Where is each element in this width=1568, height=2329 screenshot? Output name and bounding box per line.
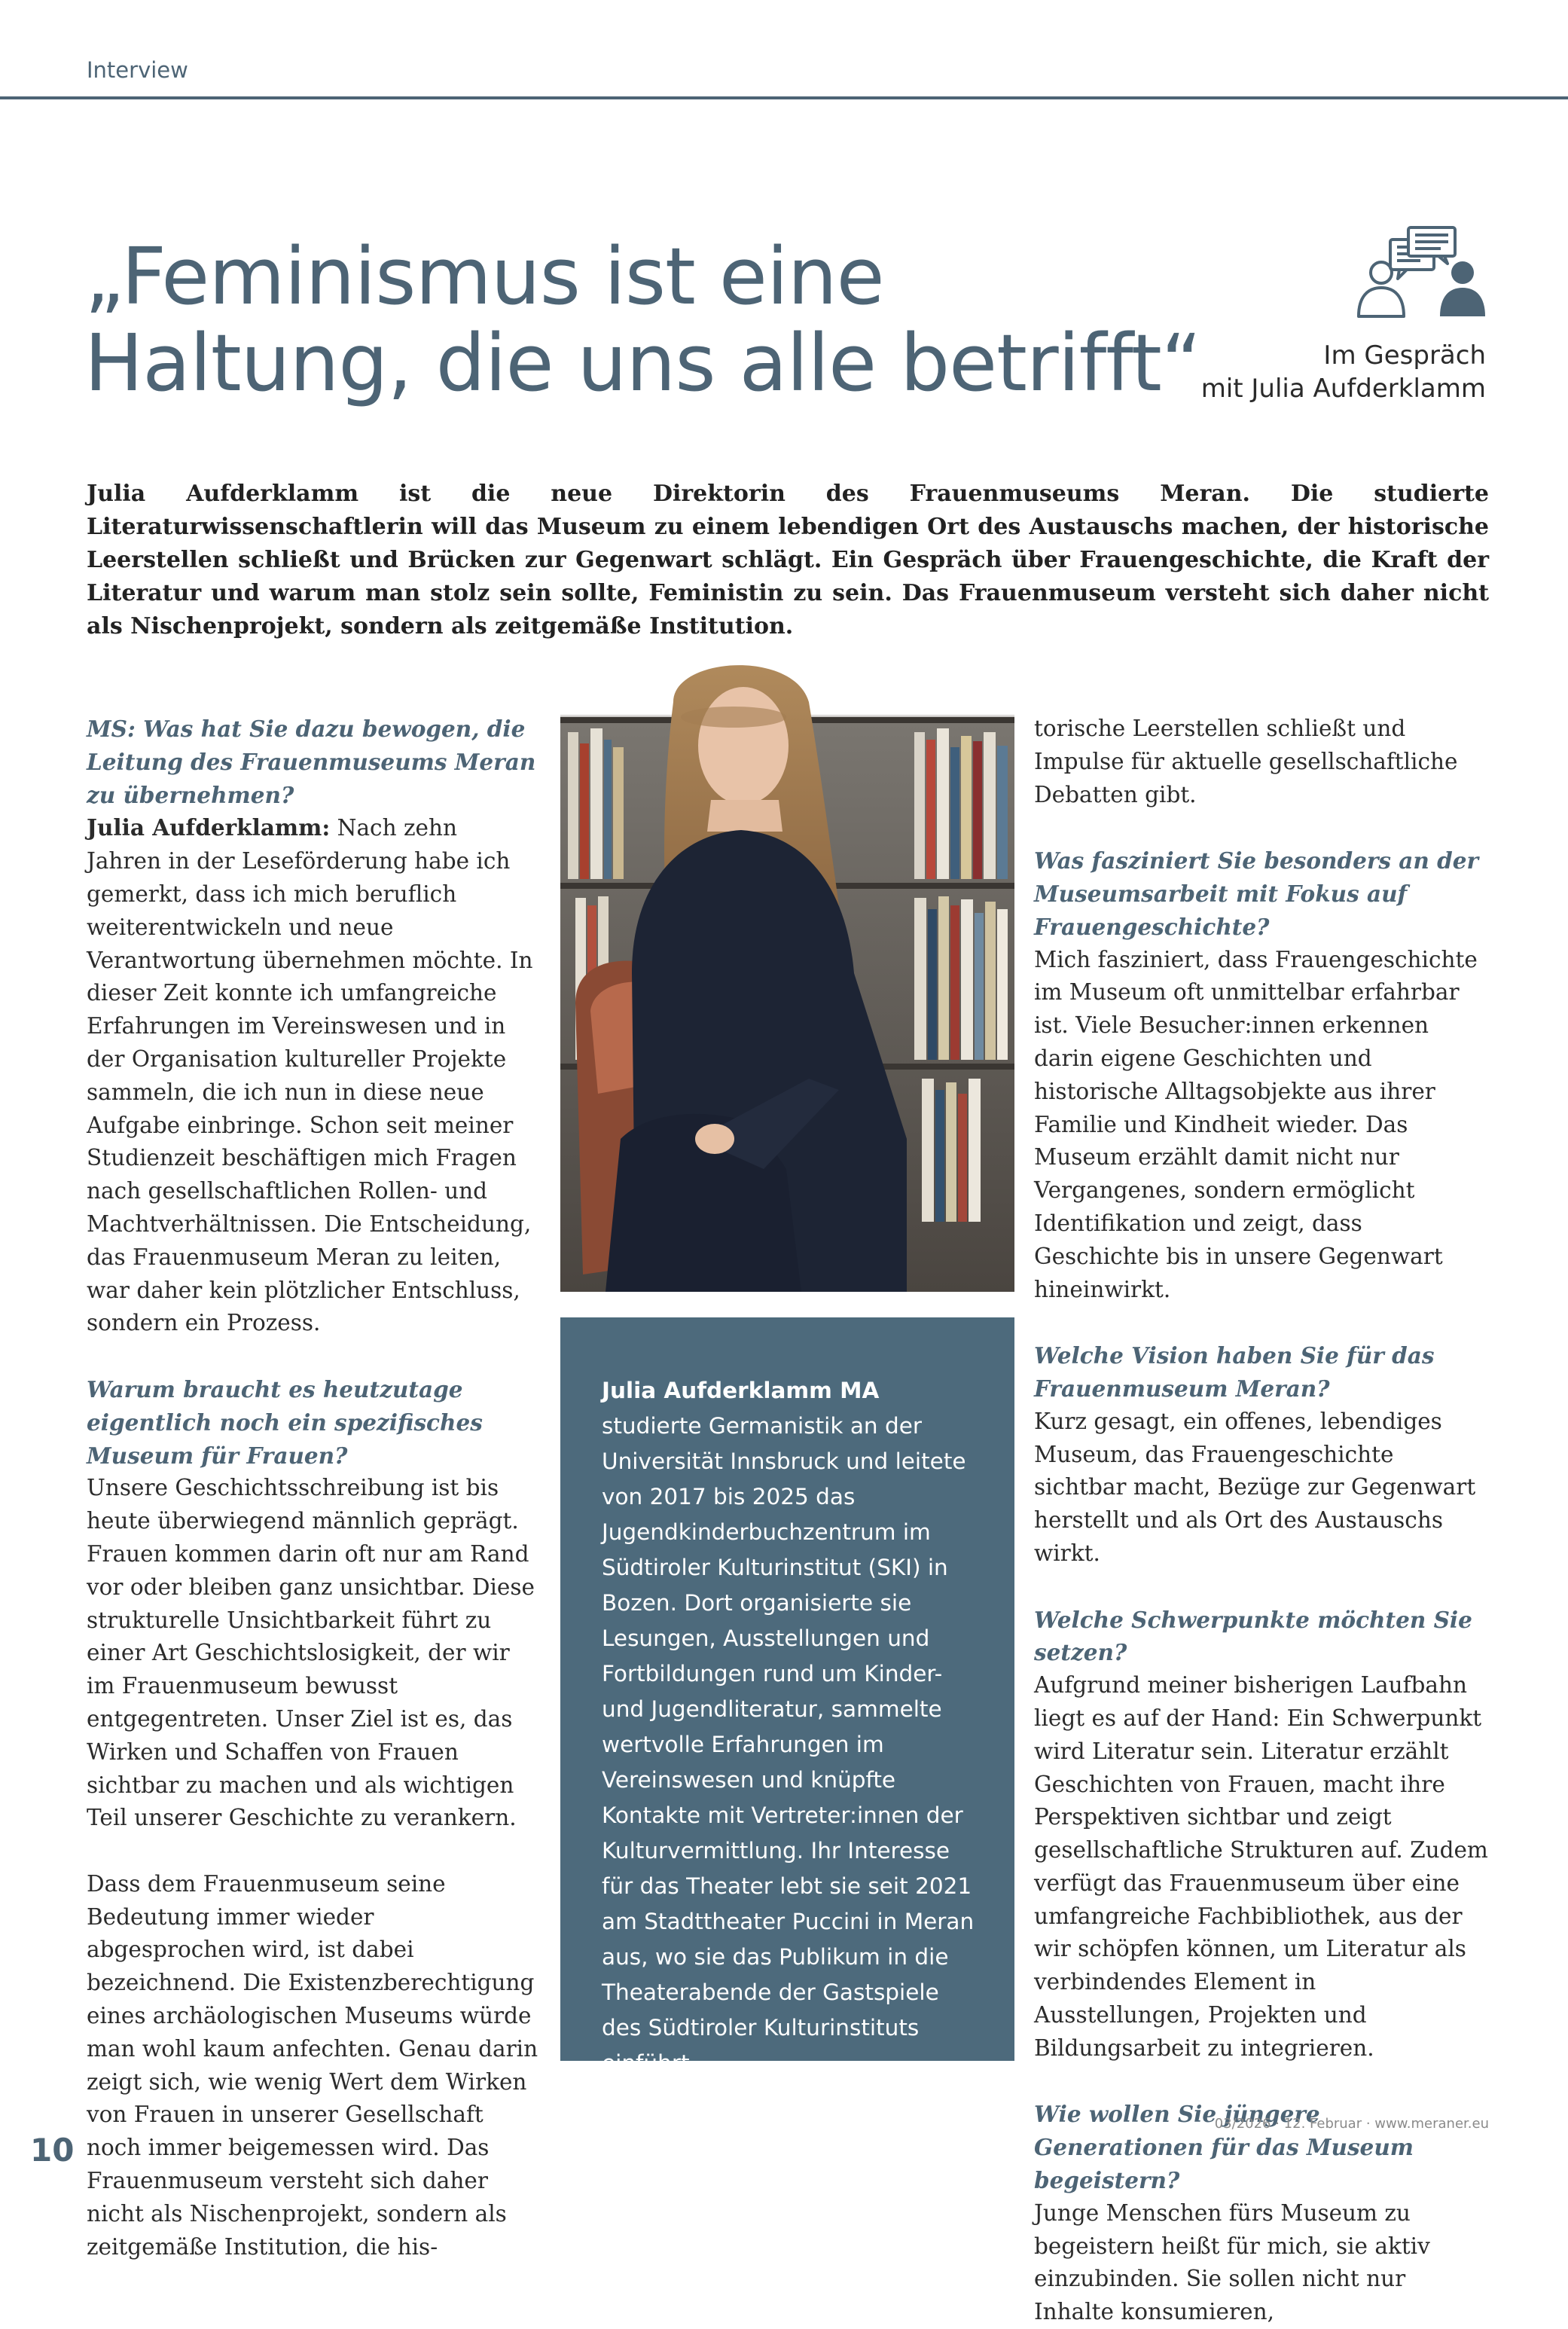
bio-box [560, 1317, 1014, 2076]
conversation-icon [1354, 223, 1490, 319]
interview-question: Wie wollen Sie jüngere Generationen für das Museum begeistern? [1034, 2101, 1414, 2194]
page-title [84, 230, 1201, 409]
title-line-1: „Feminismus ist eine [84, 230, 884, 322]
interview-answer: Kurz gesagt, ein offenes, lebendiges Museum, das Frauengeschichte sichtbar macht, Bezüge zur Gegenwart herstellt und als Ort des Austauschs wirkt. [1034, 1408, 1476, 1566]
interview-answer: Nach zehn Jahren in der Leseförderung habe ich gemerkt, dass ich mich beruflich weiterentwickeln und neue Verantwortung übernehmen möchte. In dieser Zeit konnte ich umfangreiche Erfahrungen im Vereinswesen und in der Organisation kultureller Projekte sammeln, die ich nun in diese neue Aufgabe einbringe. Schon seit meiner Studienzeit beschäftigen mich Fragen nach gesellschaftlichen Rollen- und Machtverhältnissen. Die Entscheidung, das Frauenmuseum Meran zu leiten, war daher kein plötzlicher Entschluss, sondern ein Prozess. [87, 815, 533, 1336]
page-number: 10 [30, 2132, 75, 2169]
interview-paragraph: Dass dem Frauenmuseum seine Bedeutung immer wieder abgesprochen wird, ist dabei bezeichnend. Die Existenzberechtigung eines archäologischen Museums würde man wohl kaum anfechten. Genau darin zeigt sich, wie wenig Wert dem Wirken von Frauen in unserer Gesellschaft noch immer beigemessen wird. Das Frauenmuseum versteht sich daher nicht als Nischenprojekt, sondern als zeitgemäße Institution, die his- [87, 1870, 538, 2260]
footer-info: 03/2026 · 12. Februar · www.meraner.eu [1214, 2116, 1489, 2132]
section-label: Interview [87, 57, 188, 83]
interview-block-3 [1034, 844, 1490, 1306]
interview-answer: Mich fasziniert, dass Frauengeschichte im Museum oft unmittelbar erfahrbar ist. Viele Besucher:innen erkennen darin eigene Geschichten und historische Alltagsobjekte aus ihrer Familie und Kindheit wieder. Das Museum erzählt damit nicht nur Vergangenes, sondern ermöglicht Identifikation und zeigt, dass Geschichte bis in unsere Gegenwart hineinwirkt. [1034, 946, 1478, 1302]
title-line-2: Haltung, die uns alle betrifft“ [84, 317, 1201, 409]
interview-paragraph: torische Leerstellen schließt und Impulse für aktuelle gesellschaftliche Debatten gibt. [1034, 716, 1458, 807]
column-left [87, 713, 538, 2263]
lead-paragraph: Julia Aufderklamm ist die neue Direktorin des Frauenmuseums Meran. Die studierte Literaturwissenschaftlerin will das Museum zu einem lebendigen Ort des Austauschs machen, der historische Leerstellen schließt und Brücken zur Gegenwart schlägt. Ein Gespräch über Frauengeschichte, die Kraft der Literatur und warum man stolz sein sollte, Feministin zu sein. Das Frauenmuseum versteht sich daher nicht als Nischenprojekt, sondern als zeitgemäße Institution. [87, 481, 1489, 639]
column-right [1034, 713, 1490, 2329]
bio-text: studierte Germanistik an der Universität Innsbruck und leitete von 2017 bis 2025 das Jugendkinderbuchzentrum im Südtiroler Kulturinstitut (SKI) in Bozen. Dort organisierte sie Lesungen, Ausstellungen und Fortbildungen rund um Kinder- und Jugendliteratur, sammelte wertvolle Erfahrungen im Vereinswesen und knüpfte Kontakte mit Vertreter:innen der Kulturvermittlung. Ihr Interesse für das Theater lebt sie seit 2021 am Stadttheater Puccini in Meran aus, wo sie das Publikum in die Theaterabende der Gastspiele des Südtiroler Kulturinstituts einführt. [602, 1413, 975, 2076]
byline-line-1: Im Gespräch [1323, 340, 1486, 371]
interview-block-1 [87, 713, 538, 1340]
interview-question: MS: Was hat Sie dazu bewogen, die Leitung des Frauenmuseums Meran zu übernehmen? [87, 716, 536, 808]
portrait-photo [560, 657, 1014, 1292]
bio-name: Julia Aufderklamm MA [602, 1378, 880, 1403]
interview-answer: Junge Menschen fürs Museum zu begeistern heißt für mich, sie aktiv einzubinden. Sie sollen nicht nur Inhalte konsumieren, [1034, 2199, 1430, 2325]
interview-question: Welche Vision haben Sie für das Frauenmuseum Meran? [1034, 1342, 1435, 1402]
interview-question: Warum braucht es heutzutage eigentlich noch ein spezifisches Museum für Frauen? [87, 1375, 483, 1469]
speaker-name: Julia Aufderklamm: [87, 814, 331, 841]
byline [1201, 339, 1486, 405]
interview-block-6 [1034, 2098, 1490, 2329]
byline-line-2: mit Julia Aufderklamm [1200, 374, 1486, 404]
interview-question: Was fasziniert Sie besonders an der Museumsarbeit mit Fokus auf Frauengeschichte? [1034, 847, 1479, 940]
interview-answer: Unsere Geschichtsschreibung ist bis heute überwiegend männlich geprägt. Frauen kommen darin oft nur am Rand vor oder bleiben ganz unsichtbar. Diese strukturelle Unsichtbarkeit führt zu einer Art Geschichtslosigkeit, der wir im Frauenmuseum bewusst entgegentreten. Unser Ziel ist es, das Wirken und Schaffen von Frauen sichtbar zu machen und als wichtigen Teil unserer Geschichte zu verankern. [87, 1475, 535, 1831]
interview-block-5 [1034, 1604, 1490, 2065]
interview-block-2 [87, 1373, 538, 1835]
interview-question: Welche Schwerpunkte möchten Sie setzen? [1034, 1606, 1472, 1666]
interview-answer: Aufgrund meiner bisherigen Laufbahn liegt es auf der Hand: Ein Schwerpunkt wird Literatur sein. Literatur erzählt Geschichten von Frauen, macht ihre Perspektiven sichtbar und zeigt gesellschaftliche Strukturen auf. Zudem verfügt das Frauenmuseum über eine umfangreiche Fachbibliothek, aus der wir schöpfen können, um Literatur als verbindendes Element in Ausstellungen, Projekten und Bildungsarbeit zu integrieren. [1034, 1672, 1488, 2061]
interview-block-4 [1034, 1339, 1490, 1570]
header-rule [0, 96, 1568, 99]
